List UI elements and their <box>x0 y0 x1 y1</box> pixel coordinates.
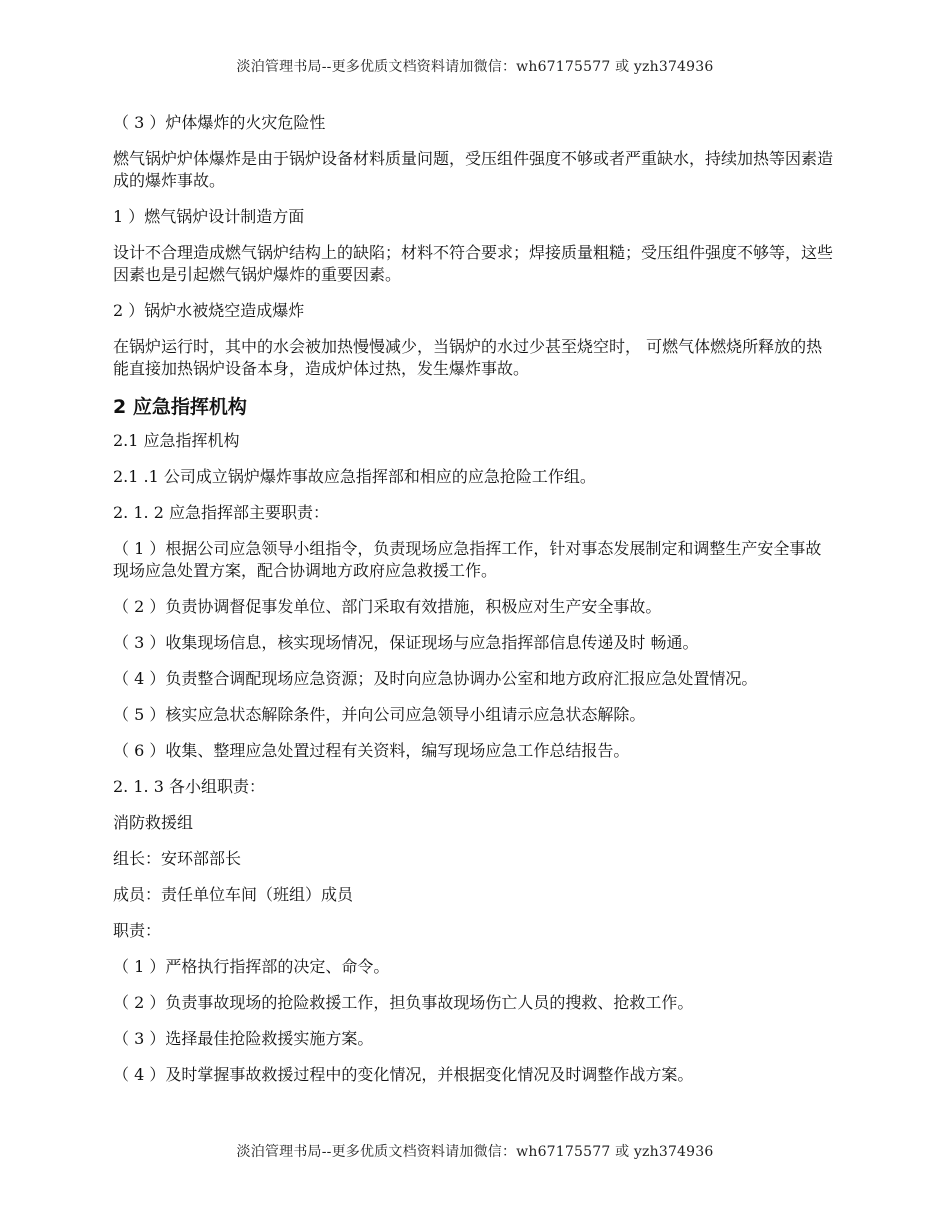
paragraph-18: 组长：安环部部长 <box>113 849 242 868</box>
paragraph-9: 2. 1. 2 应急指挥部主要职责： <box>113 503 329 522</box>
paragraph-17: 消防救援组 <box>113 813 194 832</box>
document-body <box>113 112 833 1100</box>
paragraph-7: 2.1 应急指挥机构 <box>113 431 240 450</box>
paragraph-4: 设计不合理造成燃气锅炉结构上的缺陷；材料不符合要求；焊接质量粗糙；受压组件强度不够等，这些因素也是引起燃气锅炉爆炸的重要因素。 <box>113 243 834 284</box>
paragraph-6: 在锅炉运行时，其中的水会被加热慢慢减少，当锅炉的水过少甚至烧空时， 可燃气体燃烧所释放的热能直接加热锅炉设备本身，造成炉体过热，发生爆炸事故。 <box>113 337 823 378</box>
paragraph-13: （ 4 ）负责整合调配现场应急资源；及时向应急协调办公室和地方政府汇报应急处置情况。 <box>113 669 758 688</box>
paragraph-16: 2. 1. 3 各小组职责： <box>113 777 265 796</box>
paragraph-24: （ 4 ）及时掌握事故救援过程中的变化情况，并根据变化情况及时调整作战方案。 <box>113 1065 694 1084</box>
paragraph-15: （ 6 ）收集、整理应急处置过程有关资料，编写现场应急工作总结报告。 <box>113 741 630 760</box>
paragraph-2: 燃气锅炉炉体爆炸是由于锅炉设备材料质量问题，受压组件强度不够或者严重缺水，持续加热等因素造成的爆炸事故。 <box>113 149 834 190</box>
paragraph-19: 成员：责任单位车间（班组）成员 <box>113 885 354 904</box>
paragraph-3: 1 ）燃气锅炉设计制造方面 <box>113 207 305 226</box>
page-footer: 淡泊管理书局--更多优质文档资料请加微信：wh67175577 或 yzh374936 <box>236 1144 714 1160</box>
paragraph-20: 职责： <box>113 921 162 940</box>
page-header: 淡泊管理书局--更多优质文档资料请加微信：wh67175577 或 yzh374936 <box>236 59 714 75</box>
paragraph-23: （ 3 ）选择最佳抢险救援实施方案。 <box>113 1029 374 1048</box>
paragraph-11: （ 2 ）负责协调督促事发单位、部门采取有效措施，积极应对生产安全事故。 <box>113 597 662 616</box>
paragraph-8: 2.1 .1 公司成立锅炉爆炸事故应急指挥部和相应的应急抢险工作组。 <box>113 467 596 486</box>
paragraph-1: （ 3 ）炉体爆炸的火灾危险性 <box>113 113 326 132</box>
paragraph-5: 2 ）锅炉水被烧空造成爆炸 <box>113 301 305 320</box>
section-heading: 2 应急指挥机构 <box>113 396 247 418</box>
paragraph-22: （ 2 ）负责事故现场的抢险救援工作，担负事故现场伤亡人员的搜救、抢救工作。 <box>113 993 694 1012</box>
paragraph-21: （ 1 ）严格执行指挥部的决定、命令。 <box>113 957 390 976</box>
paragraph-14: （ 5 ）核实应急状态解除条件，并向公司应急领导小组请示应急状态解除。 <box>113 705 646 724</box>
paragraph-12: （ 3 ）收集现场信息，核实现场情况，保证现场与应急指挥部信息传递及时 畅通。 <box>113 633 699 652</box>
paragraph-10: （ 1 ）根据公司应急领导小组指令，负责现场应急指挥工作，针对事态发展制定和调整生产安全事故现场应急处置方案，配合协调地方政府应急救援工作。 <box>113 539 822 580</box>
